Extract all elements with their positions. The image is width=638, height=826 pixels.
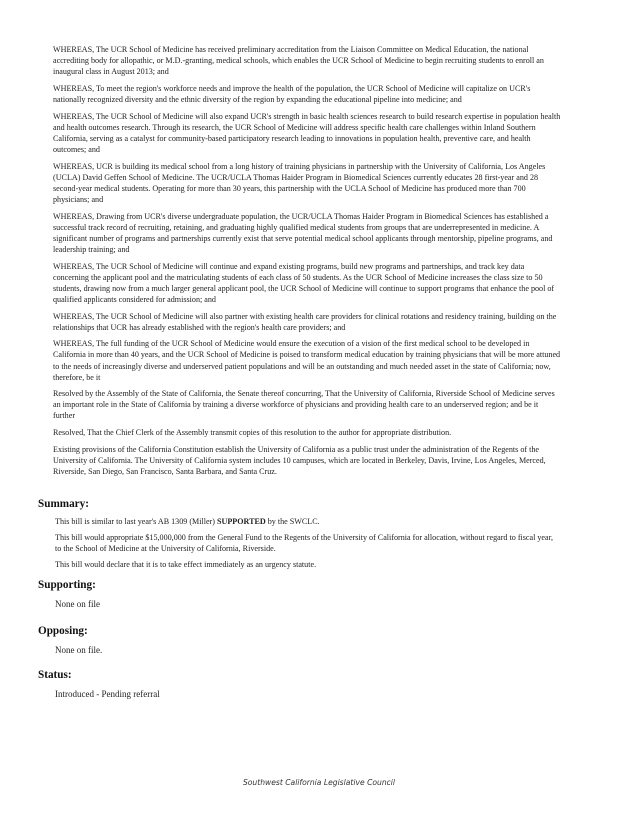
whereas-paragraph: WHEREAS, The full funding of the UCR School of Medicine would ensure the execution of a vision of the first medical school to be developed in California in more than 40 years, and the UCR School of Medicine is poised to transform medical education by training physicians that will be more attuned to the needs of increasingly diverse and underserved patient populations and will be an outstanding and much needed asset in the state of California; now, therefore, be it	[53, 339, 561, 382]
summary-section	[38, 497, 560, 570]
whereas-paragraph: WHEREAS, The UCR School of Medicine will also partner with existing health care providers for clinical rotations and residency training, building on the relationships that UCR has already established with the region's health care providers; and	[53, 311, 557, 332]
whereas-paragraph: WHEREAS, The UCR School of Medicine will continue and expand existing programs, build new programs and partnerships, and track key data concerning the applicant pool and the matriculating students of each class of 50 students. As the UCR School of Medicine increases the class size to 50 students, drawing now from a much larger general applicant pool, the UCR School of Medicine will continue to support programs that enhance the pool of qualified applicants considered for admission; and	[53, 261, 555, 304]
summary-heading: Summary:	[38, 498, 89, 510]
opposing-section	[38, 624, 102, 656]
supported-label: SUPPORTED	[216, 517, 266, 526]
supporting-heading: Supporting:	[38, 579, 96, 591]
supporting-section	[38, 578, 100, 610]
opposing-text: None on file.	[55, 645, 103, 655]
summary-text: by the SWCLC.	[265, 517, 320, 526]
supporting-text: None on file	[55, 599, 100, 609]
page-footer: Southwest California Legislative Council	[242, 778, 396, 787]
summary-line	[55, 516, 560, 527]
whereas-paragraph: WHEREAS, Drawing from UCR's diverse undergraduate population, the UCR/UCLA Thomas Haider Program in Biomedical Sciences has established a successful track record of recruiting, retaining, and graduating highly qualified medical students from groups that are underrepresented in medicine. A significant number of programs and partnerships currently exist that serve potential medical school applicants through mentorship, pipeline programs, and leadership training; and	[53, 211, 553, 254]
whereas-paragraph: WHEREAS, UCR is building its medical school from a long history of training physicians in partnership with the University of California, Los Angeles (UCLA) David Geffen School of Medicine. The UCR/UCLA Thomas Haider Program in Biomedical Sciences currently educates 28 first-year and 28 second-year medical students. Operating for more than 30 years, this partnership with the UCLA School of Medicine has produced more than 700 physicians; and	[53, 161, 546, 204]
status-section	[38, 668, 160, 700]
whereas-paragraph: WHEREAS, The UCR School of Medicine will also expand UCR's strength in basic health sciences research to build research expertise in population health and health outcomes research. Through its research, the UCR School of Medicine will address specific health care challenges within Inland Southern California, serving as a catalyst for community-based participatory research leading to innovations in population health, preventive care, and health outcomes; and	[53, 111, 561, 154]
whereas-paragraph: WHEREAS, The UCR School of Medicine has received preliminary accreditation from the Liaison Committee on Medical Education, the national accrediting body for allopathic, or M.D.-granting, medical schools, which enables the UCR School of Medicine to begin recruiting students to enroll an inaugural class in August 2013; and	[53, 45, 544, 77]
opposing-heading: Opposing:	[38, 625, 88, 637]
whereas-paragraph: WHEREAS, To meet the region's workforce needs and improve the health of the population, the UCR School of Medicine will capitalize on UCR's nationally recognized diversity and the ethnic diversity of the region by expanding the educational pipeline into medicine; and	[53, 83, 531, 104]
existing-provisions-paragraph: Existing provisions of the California Constitution establish the University of California as a public trust under the administration of the Regents of the University of California. The University of California system includes 10 campuses, which are located in Berkeley, Davis, Irvine, Los Angeles, Merced, Riverside, San Diego, San Francisco, Santa Barbara, and Santa Cruz.	[53, 444, 546, 477]
resolution-text	[53, 44, 561, 483]
status-heading: Status:	[38, 669, 72, 681]
status-text: Introduced - Pending referral	[55, 689, 160, 699]
summary-line: This bill would appropriate $15,000,000 from the General Fund to the Regents of the University of California for allocation, without regard to fiscal year, to the School of Medicine at the University of California, Riverside.	[55, 533, 553, 554]
summary-text: This bill is similar to last year's AB 1309 (Miller)	[55, 517, 217, 526]
resolved-paragraph: Resolved by the Assembly of the State of California, the Senate thereof concurring, That the University of California, Riverside School of Medicine serves an important role in the State of California by training a diverse workforce of physicians and providing health care to an underserved region; and be it further	[53, 389, 555, 421]
resolved-paragraph: Resolved, That the Chief Clerk of the Assembly transmit copies of this resolution to the author for appropriate distribution.	[53, 428, 452, 438]
summary-line: This bill would declare that it is to take effect immediately as an urgency statute.	[55, 560, 317, 570]
